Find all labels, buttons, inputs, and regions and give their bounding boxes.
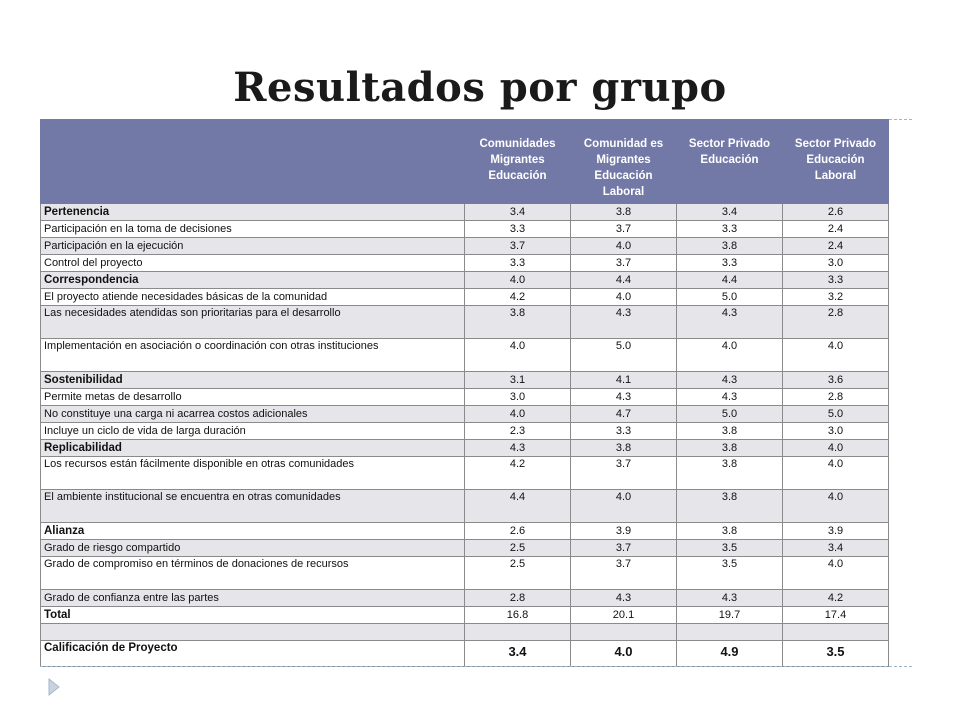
cell-value: 4.3 — [677, 389, 783, 406]
cell-value: 3.3 — [677, 255, 783, 272]
cell-value: 2.3 — [465, 423, 571, 440]
cell-value — [465, 624, 571, 641]
cell-value: 3.7 — [465, 238, 571, 255]
table-row — [41, 204, 889, 221]
cell-value: 2.5 — [465, 557, 571, 590]
table-row-project-score — [41, 641, 889, 667]
cell-value: 3.0 — [783, 423, 889, 440]
header-cell-comunidades-laboral: Comunidad es Migrantes Educación Laboral — [571, 120, 677, 204]
cell-value: 3.9 — [783, 523, 889, 540]
cell-value: 4.2 — [465, 457, 571, 490]
cell-value: 2.4 — [783, 238, 889, 255]
row-label: Incluye un ciclo de vida de larga duración — [41, 423, 465, 440]
cell-value: 4.0 — [571, 238, 677, 255]
table-row — [41, 523, 889, 540]
table-row — [41, 423, 889, 440]
cell-value: 4.4 — [465, 490, 571, 523]
cell-value: 16.8 — [465, 607, 571, 624]
cell-value: 3.3 — [677, 221, 783, 238]
cell-value: 3.5 — [677, 540, 783, 557]
cell-value: 4.2 — [783, 590, 889, 607]
cell-value: 3.8 — [677, 457, 783, 490]
row-label: Alianza — [41, 523, 465, 540]
cell-value: 4.0 — [783, 440, 889, 457]
row-label: Las necesidades atendidas son prioritarias para el desarrollo — [41, 306, 465, 339]
cell-value: 20.1 — [571, 607, 677, 624]
cell-value: 3.8 — [677, 440, 783, 457]
cell-value: 3.5 — [783, 641, 889, 667]
cell-value: 2.8 — [465, 590, 571, 607]
cell-value: 2.5 — [465, 540, 571, 557]
cell-value: 4.0 — [783, 339, 889, 372]
table-row — [41, 557, 889, 590]
header-cell-privado-educacion: Sector Privado Educación — [677, 120, 783, 204]
row-label: El ambiente institucional se encuentra en otras comunidades — [41, 490, 465, 523]
row-label: Grado de compromiso en términos de donaciones de recursos — [41, 557, 465, 590]
cell-value: 4.0 — [783, 490, 889, 523]
cell-value: 2.4 — [783, 221, 889, 238]
table-row — [41, 255, 889, 272]
row-label: Pertenencia — [41, 204, 465, 221]
cell-value: 3.2 — [783, 289, 889, 306]
cell-value: 3.8 — [465, 306, 571, 339]
page-title: Resultados por grupo — [233, 64, 727, 111]
cell-value: 3.7 — [571, 221, 677, 238]
results-table — [40, 119, 889, 667]
table-row — [41, 238, 889, 255]
table-row — [41, 490, 889, 523]
cell-value: 4.0 — [571, 289, 677, 306]
cell-value: 3.8 — [677, 490, 783, 523]
cell-value: 4.0 — [571, 641, 677, 667]
cell-value: 3.6 — [783, 372, 889, 389]
cell-value: 2.8 — [783, 389, 889, 406]
cell-value: 4.0 — [677, 339, 783, 372]
cell-value: 5.0 — [571, 339, 677, 372]
cell-value: 3.4 — [465, 204, 571, 221]
cell-value: 4.2 — [465, 289, 571, 306]
table-row — [41, 389, 889, 406]
cell-value: 3.8 — [677, 423, 783, 440]
cell-value: 3.8 — [677, 523, 783, 540]
cell-value: 3.8 — [677, 238, 783, 255]
cell-value: 4.9 — [677, 641, 783, 667]
table-row-total — [41, 607, 889, 624]
cell-value: 4.4 — [571, 272, 677, 289]
cell-value: 4.3 — [571, 590, 677, 607]
cell-value: 3.4 — [465, 641, 571, 667]
table-row — [41, 457, 889, 490]
cell-value: 4.3 — [465, 440, 571, 457]
row-label: Grado de riesgo compartido — [41, 540, 465, 557]
cell-value: 4.0 — [783, 457, 889, 490]
table-row — [41, 339, 889, 372]
cell-value: 4.3 — [571, 306, 677, 339]
slide-list-icon — [46, 677, 62, 697]
table-row — [41, 372, 889, 389]
cell-value: 4.3 — [677, 372, 783, 389]
cell-value — [571, 624, 677, 641]
row-label: Total — [41, 607, 465, 624]
row-label: Permite metas de desarrollo — [41, 389, 465, 406]
cell-value: 3.8 — [571, 440, 677, 457]
cell-value — [783, 624, 889, 641]
table-row — [41, 590, 889, 607]
cell-value: 4.0 — [571, 490, 677, 523]
cell-value: 5.0 — [677, 406, 783, 423]
cell-value — [677, 624, 783, 641]
header-cell-label — [41, 120, 465, 204]
table-row-empty — [41, 624, 889, 641]
cell-value: 3.4 — [677, 204, 783, 221]
table-row — [41, 272, 889, 289]
cell-value: 3.8 — [571, 204, 677, 221]
cell-value: 3.5 — [677, 557, 783, 590]
row-label: Correspondencia — [41, 272, 465, 289]
cell-value: 17.4 — [783, 607, 889, 624]
table-row — [41, 406, 889, 423]
cell-value: 4.3 — [571, 389, 677, 406]
table-row — [41, 540, 889, 557]
cell-value: 4.7 — [571, 406, 677, 423]
cell-value: 3.0 — [783, 255, 889, 272]
cell-value: 3.7 — [571, 557, 677, 590]
cell-value: 4.1 — [571, 372, 677, 389]
row-label — [41, 624, 465, 641]
cell-value: 4.3 — [677, 306, 783, 339]
cell-value: 4.0 — [465, 406, 571, 423]
cell-value: 3.3 — [465, 255, 571, 272]
cell-value: 3.7 — [571, 457, 677, 490]
cell-value: 3.3 — [783, 272, 889, 289]
row-label: Sostenibilidad — [41, 372, 465, 389]
cell-value: 19.7 — [677, 607, 783, 624]
cell-value: 2.8 — [783, 306, 889, 339]
cell-value: 3.4 — [783, 540, 889, 557]
table-row — [41, 221, 889, 238]
cell-value: 4.3 — [677, 590, 783, 607]
row-label: Control del proyecto — [41, 255, 465, 272]
cell-value: 4.0 — [783, 557, 889, 590]
row-label: El proyecto atiende necesidades básicas de la comunidad — [41, 289, 465, 306]
row-label: Participación en la ejecución — [41, 238, 465, 255]
row-label: No constituye una carga ni acarrea costos adicionales — [41, 406, 465, 423]
cell-value: 4.0 — [465, 272, 571, 289]
cell-value: 5.0 — [677, 289, 783, 306]
cell-value: 3.7 — [571, 540, 677, 557]
row-label: Implementación en asociación o coordinación con otras instituciones — [41, 339, 465, 372]
table-row — [41, 289, 889, 306]
row-label: Participación en la toma de decisiones — [41, 221, 465, 238]
table-header-row — [41, 120, 889, 204]
cell-value: 3.3 — [571, 423, 677, 440]
header-cell-comunidades-educacion: Comunidades Migrantes Educación — [465, 120, 571, 204]
cell-value: 3.1 — [465, 372, 571, 389]
cell-value: 3.9 — [571, 523, 677, 540]
cell-value: 3.7 — [571, 255, 677, 272]
cell-value: 3.0 — [465, 389, 571, 406]
header-cell-privado-laboral: Sector Privado Educación Laboral — [783, 120, 889, 204]
cell-value: 4.0 — [465, 339, 571, 372]
row-label: Los recursos están fácilmente disponible en otras comunidades — [41, 457, 465, 490]
row-label: Calificación de Proyecto — [41, 641, 465, 667]
row-label: Replicabilidad — [41, 440, 465, 457]
bottom-divider — [40, 666, 912, 667]
cell-value: 4.4 — [677, 272, 783, 289]
row-label: Grado de confianza entre las partes — [41, 590, 465, 607]
cell-value: 2.6 — [465, 523, 571, 540]
table-row — [41, 306, 889, 339]
cell-value: 2.6 — [783, 204, 889, 221]
cell-value: 5.0 — [783, 406, 889, 423]
cell-value: 3.3 — [465, 221, 571, 238]
table-row — [41, 440, 889, 457]
